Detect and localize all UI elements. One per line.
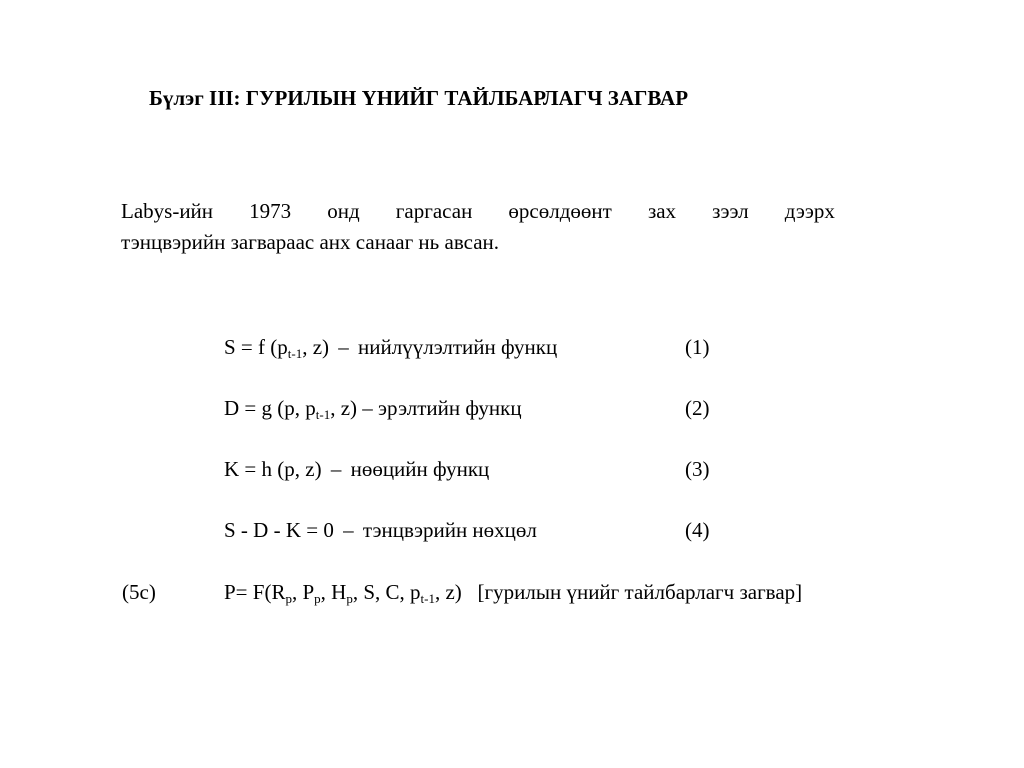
equation-description: нийлүүлэлтийн функц [358,335,558,359]
equation-supply [224,335,557,360]
formula: S = f (p [224,335,288,359]
formula: , H [320,580,347,604]
intro-word: 1973 [249,199,292,223]
model-label: (5c) [122,580,156,604]
formula: , z) [302,335,330,359]
dash: – [330,457,342,481]
subscript: t-1 [420,591,435,606]
subscript: t-1 [315,407,331,422]
equation-description: нөөцийн функц [350,457,490,481]
model-description: [гурилын үнийг тайлбарлагч загвар] [477,580,803,604]
equation-stock [224,457,489,482]
intro-word: гаргасан [395,199,473,223]
intro-word: онд [327,199,360,223]
formula: , S, C, p [352,580,421,604]
intro-word: дээрх [784,199,835,223]
equation-description: эрэлтийн функц [378,396,522,420]
equation-number: (2) [685,396,710,420]
formula: , P [291,580,315,604]
equation-description: тэнцвэрийн нөхцөл [362,518,537,542]
equation-demand [224,396,522,421]
subscript: p [314,591,321,606]
equation-number: (4) [685,518,710,542]
formula: , z) [330,396,358,420]
equation-price-model [224,580,802,605]
dash: – [362,396,373,420]
formula: K = h (p, z) [224,457,322,481]
intro-paragraph [121,196,835,258]
subscript: p [285,591,292,606]
subscript: t-1 [287,346,303,361]
intro-word: зах [647,199,677,223]
intro-line-2: тэнцвэрийн загвараас анх санааг нь авсан. [121,230,499,254]
subscript: p [346,591,353,606]
intro-line-1 [121,196,835,227]
formula: S - D - K = 0 [224,518,334,542]
intro-word: Labys-ийн [121,199,214,223]
equation-equilibrium [224,518,537,543]
intro-word: өрсөлдөөнт [508,199,612,223]
chapter-title: Бүлэг III: ГУРИЛЫН ҮНИЙГ ТАЙЛБАРЛАГЧ ЗАГВАР [149,86,689,110]
equation-number: (1) [685,335,710,359]
equation-number: (3) [685,457,710,481]
intro-word: зээл [712,199,749,223]
formula: P= F(R [224,580,286,604]
formula: , z) [434,580,462,604]
dash: – [343,518,354,542]
dash: – [338,335,349,359]
formula: D = g (p, p [224,396,316,420]
